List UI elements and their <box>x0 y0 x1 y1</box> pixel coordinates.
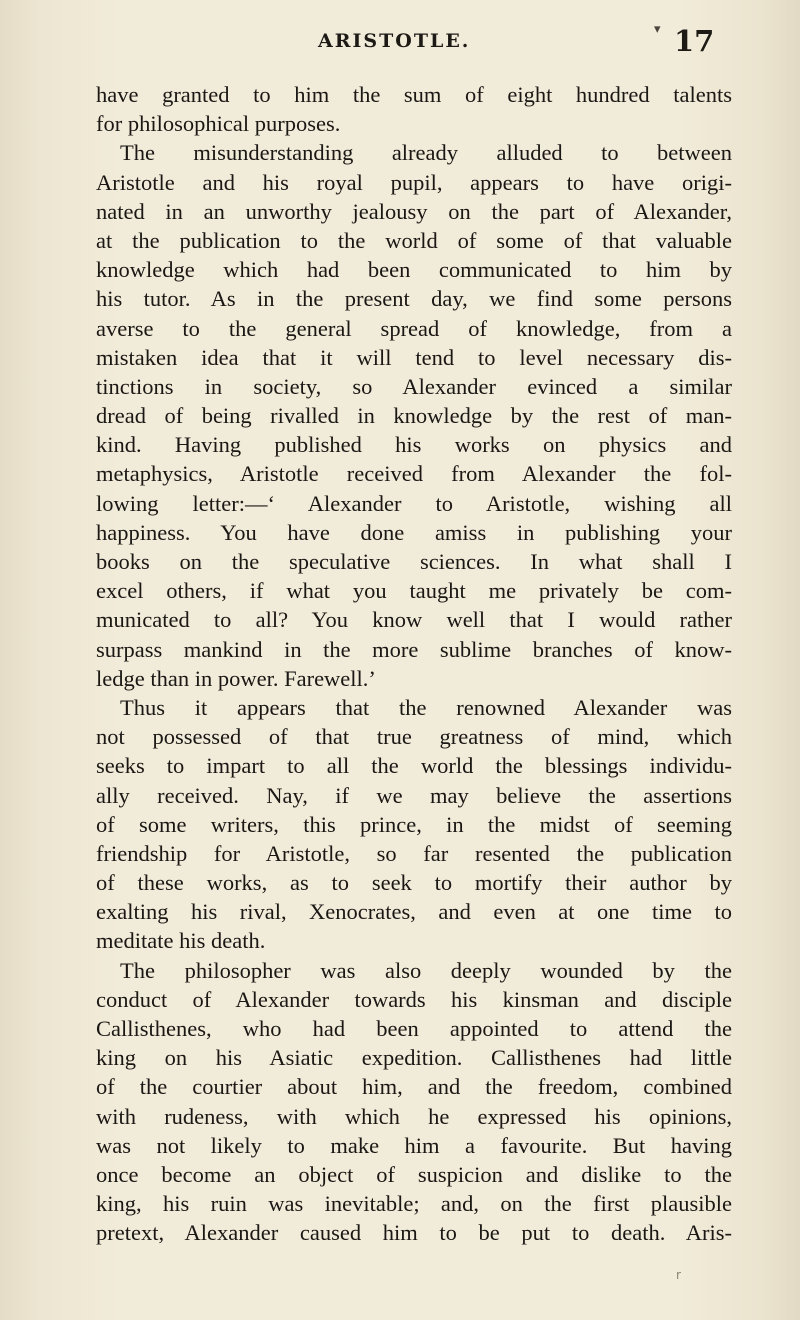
text-line: his tutor. As in the present day, we find some persons <box>96 286 732 312</box>
running-head <box>0 22 800 62</box>
text-line: tinctions in society, so Alexander evinced a similar <box>96 373 732 399</box>
text-line: knowledge which had been communicated to him by <box>96 257 732 283</box>
text-line: seeks to impart to all the world the blessings individu- <box>96 753 732 779</box>
text-line: ledge than in power. Farewell.’ <box>96 665 376 691</box>
text-line: friendship for Aristotle, so far resented the publication <box>96 840 732 866</box>
text-line: The misunderstanding already alluded to between <box>120 140 732 166</box>
page-number: 17 <box>674 24 715 58</box>
text-line: of the courtier about him, and the freedom, combined <box>96 1074 732 1100</box>
text-line: municated to all? You know well that I would rather <box>96 607 732 633</box>
text-line: excel others, if what you taught me privately be com- <box>96 578 732 604</box>
text-line: meditate his death. <box>96 928 266 954</box>
page-header-title: ARISTOTLE. <box>318 30 471 52</box>
text-line: with rudeness, with which he expressed his opinions, <box>96 1103 732 1129</box>
text-line: metaphysics, Aristotle received from Alexander the fol- <box>96 461 732 487</box>
text-line: books on the speculative sciences. In what shall I <box>96 549 732 574</box>
text-line: for philosophical purposes. <box>96 111 341 137</box>
text-line: not possessed of that true greatness of mind, which <box>96 724 732 750</box>
text-line: averse to the general spread of knowledge, from a <box>96 315 732 341</box>
text-line: was not likely to make him a favourite. But having <box>96 1132 732 1158</box>
text-line: ally received. Nay, if we may believe the assertions <box>96 782 732 808</box>
text-line: dread of being rivalled in knowledge by the rest of man- <box>96 403 732 429</box>
text-line: of these works, as to seek to mortify their author by <box>96 870 732 896</box>
text-line: mistaken idea that it will tend to level necessary dis- <box>96 344 732 370</box>
text-line: The philosopher was also deeply wounded by the <box>120 957 732 983</box>
text-line: Thus it appears that the renowned Alexander was <box>120 694 732 720</box>
text-line: surpass mankind in the more sublime branches of know- <box>96 636 732 662</box>
text-line: king on his Asiatic expedition. Callisthenes had little <box>96 1045 732 1071</box>
header-mark: ▾ <box>654 22 661 37</box>
text-line: exalting his rival, Xenocrates, and even at one time to <box>96 899 732 925</box>
text-line: king, his ruin was inevitable; and, on the first plausible <box>96 1191 732 1217</box>
text-line: have granted to him the sum of eight hundred talents <box>96 82 732 107</box>
text-line: Callisthenes, who had been appointed to attend the <box>96 1016 732 1041</box>
text-line: of some writers, this prince, in the midst of seeming <box>96 811 732 837</box>
footer-mark: r <box>676 1268 681 1282</box>
text-line: once become an object of suspicion and dislike to the <box>96 1161 732 1187</box>
text-line: at the publication to the world of some of that valuable <box>96 227 732 253</box>
body-text <box>96 80 732 1248</box>
text-line: nated in an unworthy jealousy on the part of Alexander, <box>96 198 732 224</box>
text-line: conduct of Alexander towards his kinsman and disciple <box>96 986 732 1012</box>
text-line: happiness. You have done amiss in publishing your <box>96 519 732 545</box>
text-line: pretext, Alexander caused him to be put to death. Aris- <box>96 1220 732 1246</box>
text-line: lowing letter:—‘ Alexander to Aristotle, wishing all <box>96 490 732 516</box>
text-line: kind. Having published his works on physics and <box>96 432 732 458</box>
text-line: Aristotle and his royal pupil, appears to have origi- <box>96 169 732 195</box>
